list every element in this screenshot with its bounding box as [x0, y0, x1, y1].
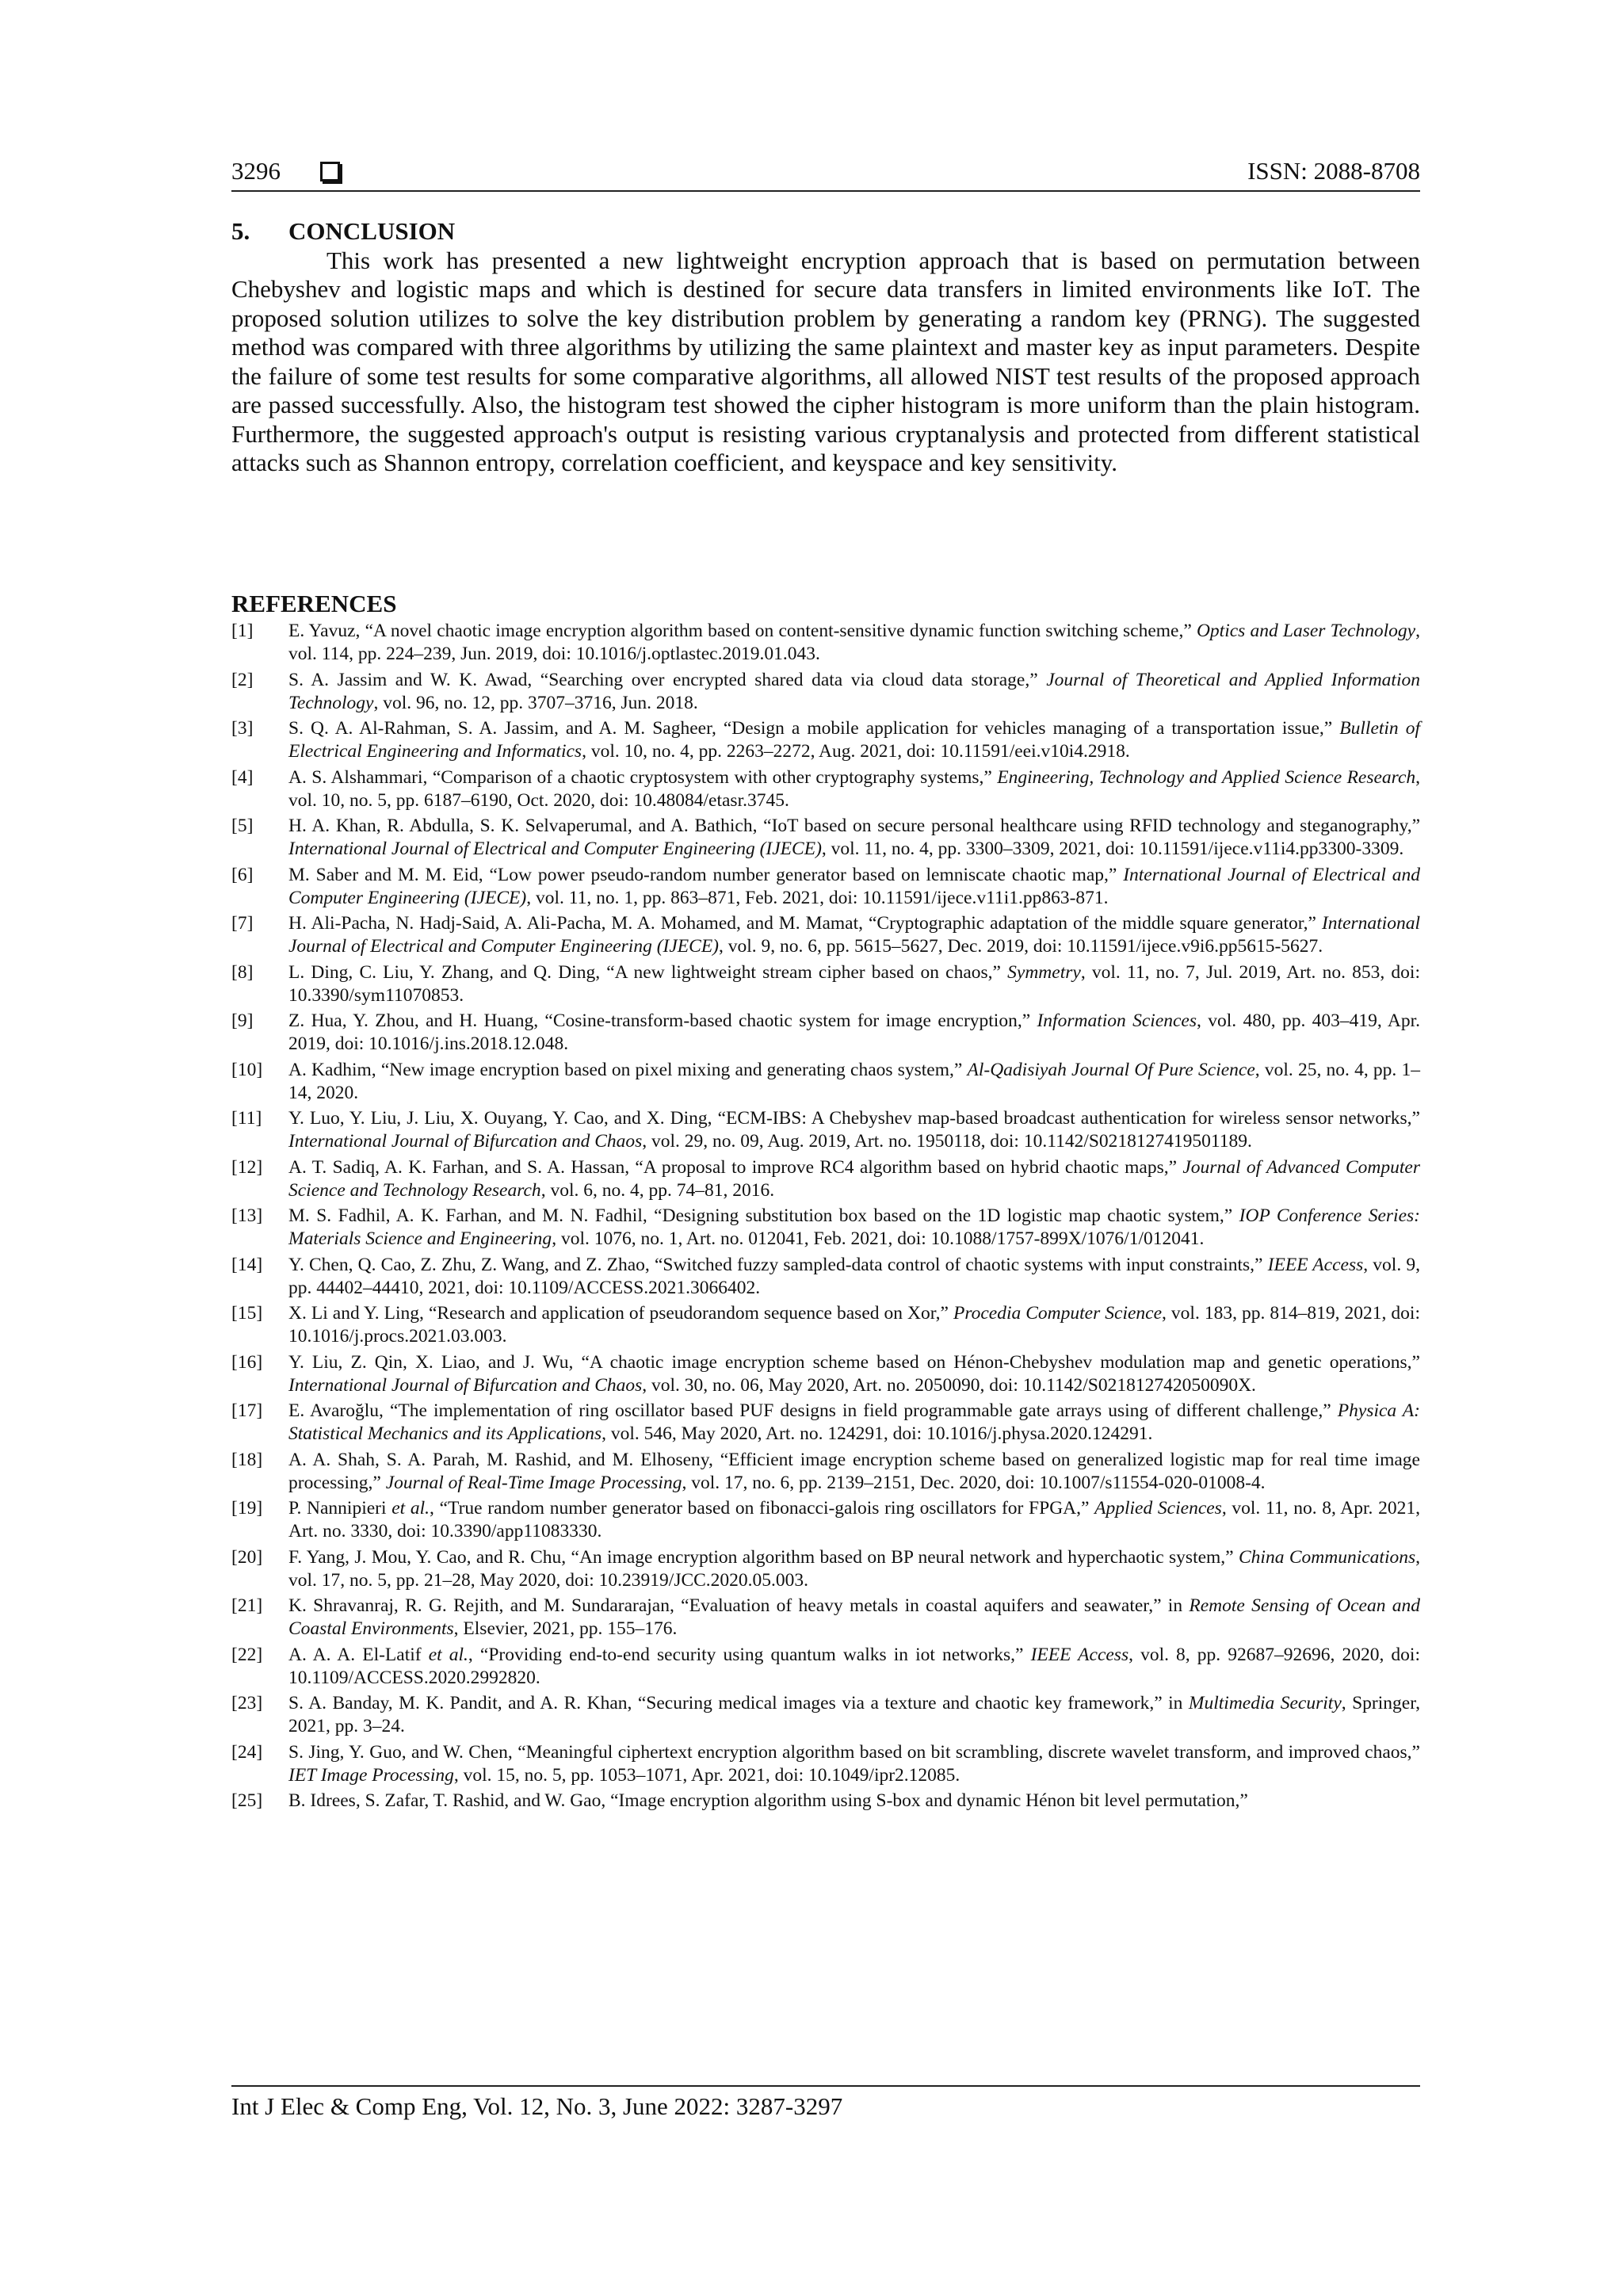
reference-text-segment: P. Nannipieri [288, 1498, 392, 1519]
reference-number: [20] [231, 1546, 263, 1568]
reference-source-italic: et al. [428, 1644, 468, 1665]
reference-text-segment: H. Ali-Pacha, N. Hadj-Said, A. Ali-Pacha, M. A. Mohamed, and M. Mamat, “Cryptographic adaptation of the middle square generator,” [288, 913, 1322, 934]
reference-item [231, 1156, 1420, 1202]
reference-text [288, 1303, 1420, 1347]
reference-text [288, 670, 1420, 713]
reference-item [231, 1010, 1420, 1056]
reference-item [231, 669, 1420, 715]
reference-number: [14] [231, 1254, 263, 1275]
reference-text-segment: X. Li and Y. Ling, “Research and application of pseudorandom sequence based on Xor,” [288, 1303, 953, 1324]
reference-text [288, 865, 1420, 908]
reference-source-italic: Procedia Computer Science [953, 1303, 1163, 1324]
reference-source-italic: China Communications [1239, 1546, 1416, 1568]
reference-number: [23] [231, 1693, 263, 1713]
reference-text-segment: Z. Hua, Y. Zhou, and H. Huang, “Cosine-transform-based chaotic system for image encryption,” [288, 1010, 1037, 1031]
page-number: 3296 [231, 157, 281, 185]
reference-number: [6] [231, 864, 254, 885]
reference-text-segment: H. A. Khan, R. Abdulla, S. K. Selvaperumal, and A. Bathich, “IoT based on secure personal healthcare using RFID technology and steganography,” [288, 816, 1420, 836]
issn-label: ISSN: 2088-8708 [1247, 157, 1420, 185]
section-title: CONCLUSION [288, 217, 456, 245]
reference-text-segment: L. Ding, C. Liu, Y. Zhang, and Q. Ding, “A new lightweight stream cipher based on chaos,” [288, 961, 1008, 983]
page-footer: Int J Elec & Comp Eng, Vol. 12, No. 3, June 2022: 3287-3297 [231, 2092, 843, 2120]
reference-number: [1] [231, 621, 254, 641]
reference-text [288, 1790, 1248, 1811]
reference-text-segment: , vol. 6, no. 4, pp. 74–81, 2016. [540, 1179, 775, 1201]
reference-source-italic: Symmetry [1007, 961, 1081, 983]
reference-item [231, 1741, 1420, 1787]
reference-number: [8] [231, 961, 254, 983]
reference-text-segment: A. T. Sadiq, A. K. Farhan, and S. A. Hassan, “A proposal to improve RC4 algorithm based on hybrid chaotic maps,” [288, 1156, 1183, 1178]
conclusion-paragraph: This work has presented a new lightweight encryption approach that is based on permutation between Chebyshev and logistic maps and which is destined for secure data transfers in limited environments like IoT. The proposed solution utilizes to solve the key distribution problem by generating a random key (PRNG). The suggested method was compared with three algorithms by utilizing the same plaintext and master key as input parameters. Despite the failure of some test results for some comparative algorithms, all allowed NIST test results of the proposed approach are passed successfully. Also, the histogram test showed the cipher histogram is more uniform than the plain histogram. Furthermore, the suggested approach's output is resisting various cryptanalysis and protected from different statistical attacks such as Shannon entropy, correlation coefficient, and keyspace and key sensitivity. [231, 246, 1420, 476]
reference-number: [15] [231, 1303, 263, 1324]
reference-source-italic: et al. [391, 1498, 430, 1519]
reference-text [288, 1595, 1420, 1639]
reference-item [231, 1546, 1420, 1592]
reference-item [231, 1692, 1420, 1738]
reference-text-segment: , vol. 8, pp. 92687–92696, 2020, doi: 10.1109/ACCESS.2020.2992820. [288, 1644, 1420, 1688]
reference-text-segment: , vol. 9, pp. 44402–44410, 2021, doi: 10.1109/ACCESS.2021.3066402. [288, 1254, 1420, 1298]
reference-text-segment: , vol. 11, no. 1, pp. 863–871, Feb. 2021, doi: 10.11591/ijece.v11i1.pp863-871. [526, 887, 1109, 908]
reference-source-italic: International Journal of Electrical and Computer Engineering (IJECE) [288, 913, 1420, 957]
reference-number: [19] [231, 1498, 263, 1519]
reference-text [288, 816, 1420, 859]
reference-text-segment: A. Kadhim, “New image encryption based on pixel mixing and generating chaos system,” [288, 1059, 968, 1080]
reference-text-segment: M. Saber and M. M. Eid, “Low power pseudo-random number generator based on lemniscate chaotic map,” [288, 864, 1124, 885]
reference-text [288, 718, 1420, 762]
reference-number: [3] [231, 718, 254, 739]
reference-text-segment: , vol. 10, no. 4, pp. 2263–2272, Aug. 2021, doi: 10.11591/eei.v10i4.2918. [582, 741, 1130, 762]
reference-source-italic: Journal of Advanced Computer Science and Technology Research [288, 1156, 1420, 1201]
page-header [231, 155, 1420, 190]
reference-source-italic: Journal of Real-Time Image Processing [385, 1472, 682, 1493]
reference-item [231, 864, 1420, 910]
reference-text-segment: , vol. 114, pp. 224–239, Jun. 2019, doi: 10.1016/j.optlastec.2019.01.043. [288, 621, 1420, 664]
reference-text-segment: , vol. 10, no. 5, pp. 6187–6190, Oct. 2020, doi: 10.48084/etasr.3745. [288, 766, 1421, 811]
reference-text-segment: Y. Liu, Z. Qin, X. Liao, and J. Wu, “A chaotic image encryption scheme based on Hénon-Chebyshev modulation map and genetic operations,” [288, 1351, 1420, 1373]
reference-text-segment: S. A. Jassim and W. K. Awad, “Searching over encrypted shared data via cloud data storage,” [288, 669, 1047, 690]
reference-text [288, 913, 1420, 957]
reference-source-italic: Remote Sensing of Ocean and Coastal Environments [288, 1595, 1420, 1639]
reference-text-segment: S. Jing, Y. Guo, and W. Chen, “Meaningful ciphertext encryption algorithm based on bit scrambling, discrete wavelet transform, and improved chaos,” [288, 1741, 1420, 1763]
reference-number: [10] [231, 1059, 263, 1080]
reference-text-segment: S. Q. A. Al-Rahman, S. A. Jassim, and A. M. Sagheer, “Design a mobile application for vehicles managing of a transportation issue,” [288, 718, 1340, 739]
reference-text [288, 1742, 1420, 1786]
reference-item [231, 1400, 1420, 1446]
reference-text-segment: M. S. Fadhil, A. K. Farhan, and M. N. Fadhil, “Designing substitution box based on the 1D logistic map chaotic system,” [288, 1205, 1239, 1226]
reference-text [288, 1498, 1420, 1541]
reference-number: [12] [231, 1156, 263, 1178]
reference-text [288, 1450, 1420, 1493]
reference-text-segment: K. Shravanraj, R. G. Rejith, and M. Sundararajan, “Evaluation of heavy metals in coastal aquifers and seawater,” in [288, 1595, 1190, 1616]
reference-source-italic: IEEE Access [1030, 1644, 1129, 1665]
reference-list [231, 620, 1420, 1813]
reference-item [231, 912, 1420, 958]
reference-source-italic: Bulletin of Electrical Engineering and Informatics [288, 718, 1420, 762]
reference-text [288, 962, 1420, 1006]
reference-number: [17] [231, 1400, 263, 1421]
reference-item [231, 1595, 1420, 1641]
reference-text [288, 1645, 1420, 1688]
reference-text [288, 621, 1420, 664]
reference-text-segment: , vol. 29, no. 09, Aug. 2019, Art. no. 1950118, doi: 10.1142/S0218127419501189. [642, 1131, 1252, 1152]
reference-text [288, 1693, 1420, 1736]
reference-text-segment: S. A. Banday, M. K. Pandit, and A. R. Khan, “Securing medical images via a texture and chaotic key framework,” in [288, 1693, 1189, 1713]
reference-text-segment: , “True random number generator based on fibonacci-galois ring oscillators for FPGA,” [430, 1498, 1095, 1519]
reference-text-segment: , vol. 546, May 2020, Art. no. 124291, doi: 10.1016/j.physa.2020.124291. [601, 1423, 1153, 1444]
references-heading: REFERENCES [231, 590, 397, 617]
reference-text [288, 1352, 1420, 1396]
reference-text [288, 1010, 1420, 1054]
reference-text [288, 1255, 1420, 1298]
reference-number: [2] [231, 669, 254, 690]
reference-text-segment: , vol. 96, no. 12, pp. 3707–3716, Jun. 2018. [373, 692, 698, 713]
reference-number: [7] [231, 913, 254, 934]
reference-number: [18] [231, 1449, 263, 1470]
reference-source-italic: Information Sciences [1037, 1010, 1197, 1031]
footer-rule [231, 2085, 1420, 2087]
reference-item [231, 1449, 1420, 1495]
reference-text-segment: , vol. 11, no. 8, Apr. 2021, Art. no. 3330, doi: 10.3390/app11083330. [288, 1498, 1420, 1541]
reference-item [231, 1790, 1420, 1813]
reference-item [231, 717, 1420, 763]
reference-number: [5] [231, 816, 254, 836]
reference-item [231, 1107, 1420, 1153]
reference-item [231, 1254, 1420, 1300]
reference-source-italic: International Journal of Bifurcation and Chaos [288, 1131, 643, 1152]
reference-text [288, 767, 1420, 811]
reference-text [288, 1205, 1420, 1249]
reference-source-italic: International Journal of Electrical and Computer Engineering (IJECE) [288, 864, 1420, 908]
reference-item [231, 1302, 1420, 1348]
reference-text-segment: , vol. 9, no. 6, pp. 5615–5627, Dec. 2019, doi: 10.11591/ijece.v9i6.pp5615-5627. [719, 936, 1323, 957]
reference-text-segment: , vol. 11, no. 4, pp. 3300–3309, 2021, doi: 10.11591/ijece.v11i4.pp3300-3309. [821, 839, 1404, 859]
reference-text-segment: , vol. 15, no. 5, pp. 1053–1071, Apr. 2021, doi: 10.1049/ipr2.12085. [453, 1764, 960, 1786]
reference-text-segment: , vol. 30, no. 06, May 2020, Art. no. 2050090, doi: 10.1142/S021812742050090X. [642, 1374, 1256, 1396]
reference-text [288, 1108, 1420, 1152]
header-rule [231, 190, 1420, 192]
section-heading [231, 217, 1420, 246]
reference-text-segment: , vol. 1076, no. 1, Art. no. 012041, Feb. 2021, doi: 10.1088/1757-899X/1076/1/012041. [552, 1228, 1205, 1249]
reference-source-italic: Journal of Theoretical and Applied Information Technology [288, 669, 1420, 713]
reference-text-segment: , “Providing end-to-end security using quantum walks in iot networks,” [468, 1644, 1031, 1665]
reference-source-italic: IOP Conference Series: Materials Science and Engineering [288, 1205, 1420, 1249]
reference-text-segment: , Elsevier, 2021, pp. 155–176. [453, 1618, 678, 1639]
reference-source-italic: Engineering, Technology and Applied Science Research [997, 766, 1416, 788]
reference-source-italic: International Journal of Bifurcation and Chaos [288, 1374, 643, 1396]
reference-text-segment: A. S. Alshammari, “Comparison of a chaotic cryptosystem with other cryptography systems,” [288, 766, 998, 788]
reference-source-italic: International Journal of Electrical and Computer Engineering (IJECE) [288, 839, 822, 859]
reference-item [231, 815, 1420, 861]
reference-text [288, 1060, 1420, 1103]
reference-number: [9] [231, 1010, 254, 1031]
reference-item [231, 620, 1420, 666]
section-number: 5. [231, 217, 250, 245]
reference-text-segment: , vol. 183, pp. 814–819, 2021, doi: 10.1016/j.procs.2021.03.003. [288, 1303, 1420, 1347]
reference-source-italic: Al-Qadisiyah Journal Of Pure Science [967, 1059, 1255, 1080]
reference-item [231, 1059, 1420, 1105]
reference-number: [25] [231, 1790, 263, 1811]
reference-text-segment: , vol. 17, no. 6, pp. 2139–2151, Dec. 2020, doi: 10.1007/s11554-020-01008-4. [682, 1472, 1266, 1493]
conclusion-section [231, 217, 1420, 478]
reference-text-segment: , vol. 25, no. 4, pp. 1–14, 2020. [288, 1059, 1420, 1103]
reference-source-italic: Physica A: Statistical Mechanics and its Applications [288, 1400, 1420, 1444]
reference-text-segment: , vol. 480, pp. 403–419, Apr. 2019, doi: 10.1016/j.ins.2018.12.048. [288, 1010, 1420, 1054]
reference-text [288, 1547, 1420, 1591]
reference-item [231, 1497, 1420, 1543]
reference-item [231, 766, 1420, 812]
reference-number: [16] [231, 1351, 263, 1373]
reference-text-segment: E. Yavuz, “A novel chaotic image encryption algorithm based on content-sensitive dynamic function switching scheme,” [288, 621, 1197, 641]
reference-number: [4] [231, 766, 254, 788]
reference-source-italic: Applied Sciences [1094, 1498, 1222, 1519]
reference-item [231, 1351, 1420, 1397]
reference-source-italic: IEEE Access [1267, 1254, 1364, 1275]
reference-item [231, 961, 1420, 1007]
square-bullet-icon [320, 162, 340, 181]
reference-text [288, 1157, 1420, 1201]
reference-text [288, 1400, 1420, 1444]
reference-source-italic: Multimedia Security [1188, 1693, 1342, 1713]
reference-text-segment: Y. Luo, Y. Liu, J. Liu, X. Ouyang, Y. Cao, and X. Ding, “ECM-IBS: A Chebyshev map-based broadcast authentication for wireless sensor networks,” [288, 1108, 1420, 1129]
reference-item [231, 1644, 1420, 1690]
reference-text-segment: B. Idrees, S. Zafar, T. Rashid, and W. Gao, “Image encryption algorithm using S-box and dynamic Hénon bit level permutation,” [288, 1790, 1248, 1811]
reference-number: [11] [231, 1108, 262, 1129]
reference-source-italic: IET Image Processing [288, 1764, 454, 1786]
reference-number: [21] [231, 1595, 263, 1616]
reference-number: [22] [231, 1644, 263, 1665]
reference-item [231, 1205, 1420, 1251]
reference-text-segment: , vol. 11, no. 7, Jul. 2019, Art. no. 853, doi: 10.3390/sym11070853. [288, 961, 1420, 1006]
reference-text-segment: , Springer, 2021, pp. 3–24. [288, 1693, 1420, 1736]
reference-source-italic: Optics and Laser Technology [1196, 621, 1416, 641]
reference-number: [24] [231, 1741, 263, 1763]
reference-text-segment: Y. Chen, Q. Cao, Z. Zhu, Z. Wang, and Z. Zhao, “Switched fuzzy sampled-data control of chaotic systems with input constraints,” [288, 1254, 1268, 1275]
reference-text-segment: E. Avaroğlu, “The implementation of ring oscillator based PUF designs in field programmable gate arrays using of different challenge,” [288, 1400, 1338, 1421]
references-section [231, 590, 1420, 1816]
reference-number: [13] [231, 1205, 263, 1226]
reference-text-segment: F. Yang, J. Mou, Y. Cao, and R. Chu, “An image encryption algorithm based on BP neural network and hyperchaotic system,” [288, 1546, 1239, 1568]
reference-text-segment: , vol. 17, no. 5, pp. 21–28, May 2020, doi: 10.23919/JCC.2020.05.003. [288, 1546, 1420, 1591]
reference-text-segment: A. A. Shah, S. A. Parah, M. Rashid, and M. Elhoseny, “Efficient image encryption scheme based on generalized logistic map for real time image processing,” [288, 1449, 1420, 1493]
reference-text-segment: A. A. A. El-Latif [288, 1644, 429, 1665]
